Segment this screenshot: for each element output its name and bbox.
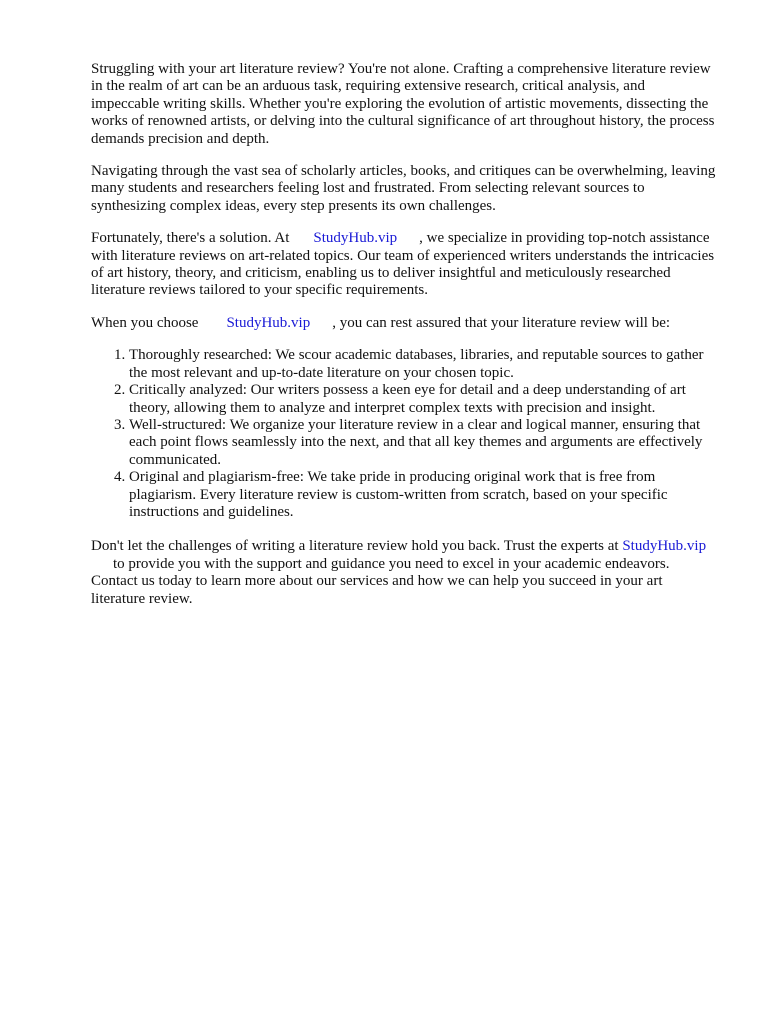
- list-item: 3. Well-structured: We organize your literature review in a clear and logical manner, ensuring that each point flows seamlessly into the next, and that all key themes and arguments are effectively communicated.: [129, 417, 716, 469]
- intro-paragraph: Struggling with your art literature review? You're not alone. Crafting a comprehensive literature review in the realm of art can be an arduous task, requiring extensive research, critical analysis, and impeccable writing skills. Whether you're exploring the evolution of artistic movements, dissecting the works of renowned artists, or delving into the cultural significance of art throughout history, the process demands precision and depth.: [91, 61, 715, 147]
- list-item: 4. Original and plagiarism-free: We take pride in producing original work that is free from plagiarism. Every literature review is custom-written from scratch, based on your specific instructions and guidelines.: [129, 469, 716, 521]
- closing-paragraph: [91, 538, 716, 608]
- solution-paragraph: [91, 230, 716, 300]
- solution-text-after: , we specialize in providing top-notch assistance with literature reviews on art-related topics. Our team of experienced writers understands the intricacies of art history, theory, and criticism, enabling us to deliver insightful and meticulously researched literature reviews tailored to your specific requirements.: [91, 230, 715, 299]
- list-item: 2. Critically analyzed: Our writers possess a keen eye for detail and a deep understanding of art theory, allowing them to analyze and interpret complex texts with precision and insight.: [129, 382, 716, 417]
- choose-paragraph: [91, 315, 716, 332]
- studyhub-link[interactable]: StudyHub.vip: [313, 230, 398, 247]
- choose-text-before: When you choose: [91, 314, 199, 331]
- closing-text-after: to provide you with the support and guidance you need to excel in your academic endeavors. Contact us today to learn more about our services and how we can help you succeed in your art literature review.: [91, 555, 670, 607]
- benefits-list: [91, 347, 716, 521]
- list-item: 1. Thoroughly researched: We scour academic databases, libraries, and reputable sources to gather the most relevant and up-to-date literature on your chosen topic.: [129, 347, 716, 382]
- closing-text-before: Don't let the challenges of writing a literature review hold you back. Trust the experts at: [91, 538, 619, 555]
- studyhub-link[interactable]: StudyHub.vip: [622, 538, 707, 555]
- challenges-paragraph: Navigating through the vast sea of scholarly articles, books, and critiques can be overwhelming, leaving many students and researchers feeling lost and frustrated. From selecting relevant sources to synthesizing complex ideas, every step presents its own challenges.: [91, 163, 716, 214]
- studyhub-link[interactable]: StudyHub.vip: [226, 314, 311, 331]
- document-page: [91, 61, 716, 623]
- choose-text-after: , you can rest assured that your literature review will be:: [332, 314, 671, 331]
- solution-text-before: Fortunately, there's a solution. At: [91, 230, 290, 247]
